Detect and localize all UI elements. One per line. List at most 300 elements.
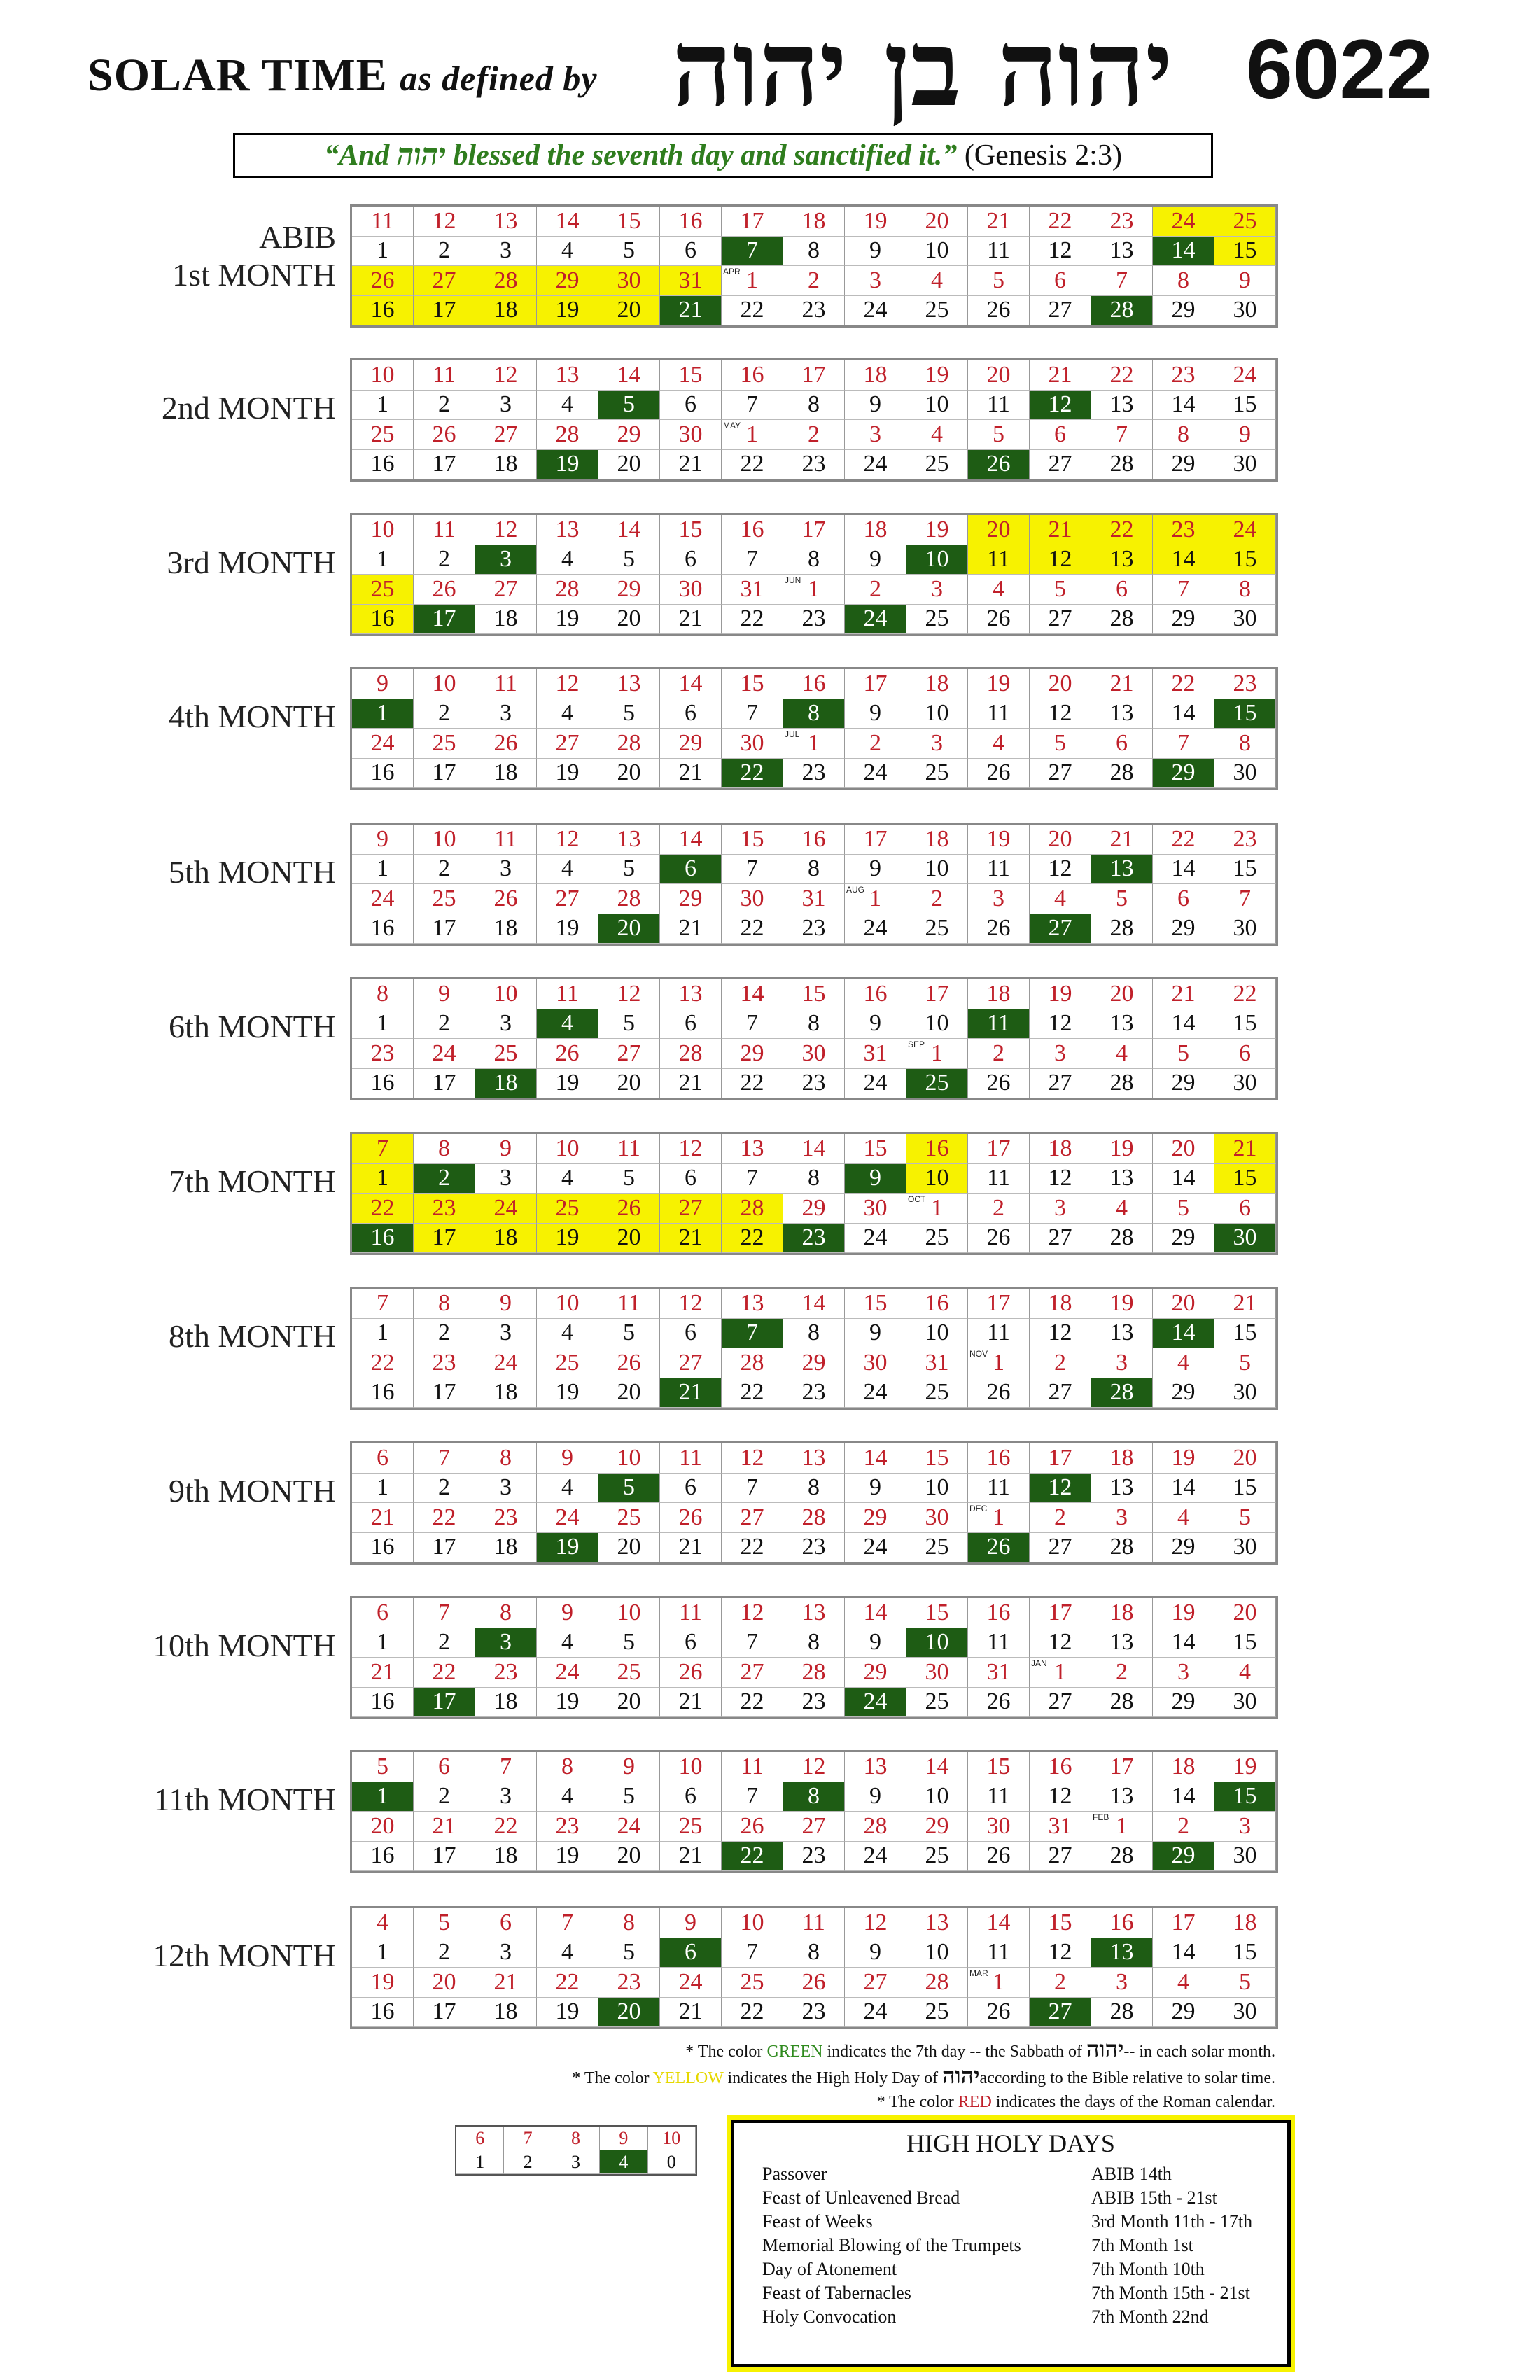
- day-number: 17: [802, 516, 826, 542]
- solar-day-cell: [1091, 1998, 1153, 2028]
- solar-day-cell: [598, 296, 660, 326]
- month-grid: [350, 1906, 1278, 2029]
- solar-day-cell: [845, 1628, 906, 1658]
- solar-day-cell: [414, 605, 475, 635]
- solar-day-cell: [1030, 391, 1091, 421]
- day-number: 1: [931, 1040, 943, 1066]
- day-number: 21: [370, 1658, 395, 1685]
- day-number: 16: [370, 1534, 395, 1560]
- solar-day-cell: [845, 1938, 906, 1968]
- roman-day-cell: [414, 1658, 475, 1688]
- solar-day-cell: [1030, 1009, 1091, 1040]
- roman-day-cell: [1091, 1812, 1153, 1842]
- day-number: 3: [869, 267, 881, 293]
- legend-cell: 10: [648, 2127, 696, 2150]
- solar-day-cell: [968, 759, 1030, 789]
- roman-day-cell: [1030, 515, 1091, 545]
- solar-day-cell: [414, 914, 475, 944]
- solar-day-cell: [1091, 391, 1153, 421]
- solar-day-cell: [1214, 391, 1276, 421]
- day-number: 7: [746, 1629, 758, 1656]
- day-number: 7: [746, 1320, 758, 1346]
- roman-day-cell: [537, 1908, 598, 1938]
- month-label-text: 4th MONTH: [169, 699, 336, 734]
- day-number: 22: [740, 915, 764, 941]
- roman-day-cell: [414, 575, 475, 605]
- day-number: 30: [1233, 1842, 1257, 1869]
- day-number: 13: [1110, 855, 1134, 882]
- day-number: 30: [1233, 451, 1257, 477]
- roman-day-cell: [414, 1968, 475, 1998]
- solar-day-cell: [1091, 1533, 1153, 1563]
- day-number: 19: [1233, 1753, 1257, 1779]
- solar-day-cell: [352, 1938, 414, 1968]
- solar-day-cell: [968, 855, 1030, 885]
- day-number: 14: [1171, 237, 1196, 264]
- day-number: 16: [370, 1842, 395, 1869]
- day-number: 28: [740, 1194, 764, 1221]
- day-number: 29: [1171, 606, 1196, 632]
- day-number: 19: [555, 1070, 580, 1096]
- roman-day-cell: [660, 266, 722, 296]
- solar-day-cell: [660, 296, 722, 326]
- roman-day-cell: [1153, 1134, 1214, 1164]
- roman-day-cell: [660, 1968, 722, 1998]
- solar-day-cell: [906, 1628, 968, 1658]
- day-number: 10: [678, 1753, 703, 1779]
- roman-day-cell: [598, 1752, 660, 1782]
- day-number: 1: [377, 391, 388, 418]
- solar-day-cell: [414, 699, 475, 729]
- day-number: 5: [1116, 885, 1128, 911]
- day-number: 27: [863, 1968, 888, 1995]
- day-number: 12: [1048, 1320, 1072, 1346]
- day-number: 17: [802, 361, 826, 388]
- solar-day-cell: [598, 1628, 660, 1658]
- day-number: 22: [1233, 980, 1257, 1007]
- day-number: 20: [986, 516, 1011, 542]
- day-number: 5: [623, 1783, 635, 1809]
- day-number: 19: [1110, 1135, 1134, 1161]
- roman-day-cell: [1214, 729, 1276, 759]
- day-number: 13: [740, 1135, 764, 1161]
- solar-day-cell: [352, 450, 414, 480]
- day-number: 1: [377, 1474, 388, 1501]
- day-number: 8: [1239, 729, 1251, 756]
- solar-day-cell: [537, 605, 598, 635]
- roman-day-cell: [722, 825, 783, 855]
- roman-day-cell: [845, 729, 906, 759]
- title-italic: as defined by: [400, 59, 598, 98]
- day-number: 8: [808, 1629, 820, 1656]
- roman-day-cell: [660, 1348, 722, 1378]
- roman-day-cell: [1091, 979, 1153, 1009]
- day-number: 25: [925, 1998, 949, 2025]
- roman-day-cell: [906, 729, 968, 759]
- day-number: 18: [925, 825, 949, 852]
- legend-cell: 3: [552, 2150, 600, 2174]
- roman-day-cell: [783, 1194, 845, 1224]
- day-number: 5: [1239, 1504, 1251, 1530]
- day-number: 5: [1054, 729, 1066, 756]
- day-number: 2: [993, 1194, 1004, 1221]
- roman-day-cell: [1091, 266, 1153, 296]
- day-number: 6: [685, 1320, 696, 1346]
- day-number: 19: [555, 1224, 580, 1251]
- day-number: 6: [500, 1909, 512, 1935]
- day-number: 22: [740, 1534, 764, 1560]
- roman-day-cell: [660, 1658, 722, 1688]
- solar-day-cell: [906, 1842, 968, 1872]
- day-number: 30: [1233, 915, 1257, 941]
- solar-day-cell: [475, 855, 537, 885]
- roman-day-cell: [475, 1443, 537, 1474]
- day-number: 26: [802, 1968, 826, 1995]
- day-number: 3: [500, 237, 512, 264]
- day-number: 22: [432, 1504, 456, 1530]
- roman-day-cell: [1030, 575, 1091, 605]
- day-number: 15: [1233, 1629, 1257, 1656]
- day-number: 28: [1110, 451, 1134, 477]
- day-number: 11: [679, 1599, 702, 1625]
- day-number: 2: [438, 237, 450, 264]
- solar-day-cell: [414, 391, 475, 421]
- day-number: 24: [863, 1688, 888, 1715]
- day-number: 13: [1110, 1474, 1134, 1501]
- solar-day-cell: [1091, 1842, 1153, 1872]
- day-number: 26: [986, 915, 1011, 941]
- solar-day-cell: [414, 1533, 475, 1563]
- day-number: 10: [925, 1010, 949, 1037]
- holy-day-name: Feast of Tabernacles: [762, 2283, 911, 2303]
- solar-day-cell: [414, 1842, 475, 1872]
- day-number: 25: [925, 606, 949, 632]
- day-number: 22: [1110, 516, 1134, 542]
- day-number: 11: [987, 391, 1010, 418]
- holy-day-name: Holy Convocation: [762, 2306, 897, 2327]
- day-number: 9: [869, 391, 881, 418]
- roman-day-cell: [722, 1194, 783, 1224]
- roman-day-cell: [1030, 1812, 1091, 1842]
- roman-day-cell: [968, 1503, 1030, 1533]
- day-number: 10: [925, 546, 949, 573]
- day-number: 2: [438, 1474, 450, 1501]
- day-number: 8: [377, 980, 388, 1007]
- solar-day-cell: [845, 237, 906, 267]
- roman-day-cell: [660, 1039, 722, 1069]
- day-number: 11: [617, 1289, 640, 1316]
- day-number: 24: [555, 1504, 580, 1530]
- solar-day-cell: [1091, 1164, 1153, 1194]
- solar-day-cell: [414, 1224, 475, 1254]
- day-number: 3: [500, 1320, 512, 1346]
- roman-day-cell: [1091, 1503, 1153, 1533]
- solar-day-cell: [783, 605, 845, 635]
- day-number: 7: [1177, 729, 1189, 756]
- solar-day-cell: [1153, 1842, 1214, 1872]
- solar-day-cell: [783, 759, 845, 789]
- day-number: 20: [370, 1812, 395, 1839]
- month-label: [98, 853, 336, 891]
- roman-day-cell: [845, 575, 906, 605]
- day-number: 9: [500, 1135, 512, 1161]
- solar-day-cell: [475, 1998, 537, 2028]
- solar-day-cell: [475, 391, 537, 421]
- day-number: 4: [561, 1939, 573, 1966]
- solar-day-cell: [475, 450, 537, 480]
- day-number: 22: [740, 297, 764, 323]
- roman-day-cell: [414, 1039, 475, 1069]
- roman-day-cell: [783, 669, 845, 699]
- day-number: 21: [986, 207, 1011, 234]
- solar-day-cell: [475, 1474, 537, 1504]
- legend-cell: 9: [600, 2127, 648, 2150]
- roman-day-cell: [414, 1134, 475, 1164]
- day-number: 15: [1233, 1783, 1257, 1809]
- day-number: 14: [863, 1599, 888, 1625]
- roman-day-cell: [352, 1812, 414, 1842]
- day-number: 16: [1048, 1753, 1072, 1779]
- solar-day-cell: [598, 450, 660, 480]
- solar-day-cell: [1091, 605, 1153, 635]
- roman-day-cell: [1214, 825, 1276, 855]
- roman-day-cell: [722, 360, 783, 391]
- solar-day-cell: [537, 545, 598, 575]
- holy-day-date: ABIB 15th - 21st: [1091, 2188, 1217, 2208]
- day-number: 23: [802, 1379, 826, 1406]
- day-number: 28: [617, 885, 641, 911]
- solar-day-cell: [722, 1224, 783, 1254]
- day-number: 12: [1048, 1474, 1072, 1501]
- solar-day-cell: [598, 914, 660, 944]
- day-number: 13: [1110, 1010, 1134, 1037]
- roman-month-marker: OCT: [908, 1194, 926, 1204]
- roman-day-cell: [783, 575, 845, 605]
- day-number: 14: [1171, 1320, 1196, 1346]
- day-number: 15: [617, 207, 641, 234]
- day-number: 15: [802, 980, 826, 1007]
- day-number: 11: [617, 1135, 640, 1161]
- solar-day-cell: [1091, 914, 1153, 944]
- roman-day-cell: [414, 979, 475, 1009]
- day-number: 11: [987, 1783, 1010, 1809]
- day-number: 27: [740, 1658, 764, 1685]
- roman-day-cell: [598, 1908, 660, 1938]
- day-number: 19: [555, 1534, 580, 1560]
- day-number: 24: [863, 1379, 888, 1406]
- roman-day-cell: [906, 669, 968, 699]
- roman-day-cell: [352, 979, 414, 1009]
- day-number: 26: [678, 1658, 703, 1685]
- day-number: 29: [740, 1040, 764, 1066]
- day-number: 12: [802, 1753, 826, 1779]
- roman-day-cell: [1214, 206, 1276, 237]
- roman-day-cell: [537, 266, 598, 296]
- roman-day-cell: [660, 825, 722, 855]
- roman-day-cell: [598, 1443, 660, 1474]
- day-number: 11: [987, 546, 1010, 573]
- day-number: 17: [925, 980, 949, 1007]
- solar-day-cell: [475, 545, 537, 575]
- roman-day-cell: [783, 1658, 845, 1688]
- roman-day-cell: [1214, 1812, 1276, 1842]
- day-number: 21: [1110, 825, 1134, 852]
- day-number: 31: [802, 885, 826, 911]
- solar-day-cell: [1153, 450, 1214, 480]
- solar-day-cell: [1214, 296, 1276, 326]
- day-number: 27: [1048, 915, 1072, 941]
- solar-day-cell: [660, 1378, 722, 1408]
- roman-day-cell: [414, 729, 475, 759]
- roman-day-cell: [1030, 1968, 1091, 1998]
- day-number: 18: [493, 1379, 518, 1406]
- solar-day-cell: [537, 699, 598, 729]
- day-number: 16: [370, 606, 395, 632]
- day-number: 16: [740, 516, 764, 542]
- day-number: 16: [802, 670, 826, 696]
- roman-day-cell: [352, 360, 414, 391]
- solar-day-cell: [906, 699, 968, 729]
- day-number: 9: [869, 1939, 881, 1966]
- roman-day-cell: [1091, 1348, 1153, 1378]
- solar-day-cell: [906, 759, 968, 789]
- day-number: 13: [617, 670, 641, 696]
- day-number: 13: [555, 516, 580, 542]
- solar-day-cell: [475, 1688, 537, 1718]
- solar-day-cell: [1214, 914, 1276, 944]
- month-grid: [350, 667, 1278, 790]
- day-number: 26: [370, 267, 395, 293]
- day-number: 29: [617, 421, 641, 447]
- day-number: 14: [1171, 1939, 1196, 1966]
- day-number: 6: [377, 1599, 388, 1625]
- solar-day-cell: [783, 1533, 845, 1563]
- day-number: 30: [617, 267, 641, 293]
- roman-day-cell: [1091, 420, 1153, 450]
- day-number: 16: [370, 297, 395, 323]
- day-number: 11: [987, 1939, 1010, 1966]
- day-number: 18: [493, 1534, 518, 1560]
- day-number: 6: [377, 1444, 388, 1471]
- solar-day-cell: [414, 1069, 475, 1099]
- day-number: 8: [1177, 421, 1189, 447]
- solar-day-cell: [783, 391, 845, 421]
- solar-day-cell: [352, 237, 414, 267]
- day-number: 1: [808, 575, 820, 602]
- day-number: 18: [1171, 1753, 1196, 1779]
- holy-day-name: Feast of Weeks: [762, 2211, 873, 2232]
- day-number: 10: [370, 516, 395, 542]
- roman-day-cell: [475, 420, 537, 450]
- month-label-text: 3rd MONTH: [167, 545, 336, 580]
- roman-day-cell: [968, 1348, 1030, 1378]
- day-number: 7: [1116, 421, 1128, 447]
- day-number: 9: [869, 237, 881, 264]
- month-label: [98, 1163, 336, 1200]
- day-number: 22: [740, 1842, 764, 1869]
- day-number: 1: [377, 1783, 388, 1809]
- solar-day-cell: [352, 1842, 414, 1872]
- day-number: 22: [432, 1658, 456, 1685]
- holy-day-name: Memorial Blowing of the Trumpets: [762, 2235, 1021, 2255]
- solar-day-cell: [660, 1938, 722, 1968]
- day-number: 28: [1110, 297, 1134, 323]
- day-number: 4: [561, 855, 573, 882]
- roman-day-cell: [722, 1289, 783, 1319]
- day-number: 20: [1048, 825, 1072, 852]
- day-number: 10: [925, 1783, 949, 1809]
- day-number: 20: [1233, 1444, 1257, 1471]
- day-number: 30: [1233, 1688, 1257, 1715]
- roman-day-cell: [1153, 729, 1214, 759]
- day-number: 10: [740, 1909, 764, 1935]
- day-number: 17: [432, 1998, 456, 2025]
- day-number: 14: [986, 1909, 1011, 1935]
- solar-day-cell: [722, 855, 783, 885]
- day-number: 10: [432, 670, 456, 696]
- day-number: 25: [925, 1224, 949, 1251]
- roman-day-cell: [1214, 575, 1276, 605]
- day-number: 9: [561, 1599, 573, 1625]
- roman-day-cell: [1030, 1658, 1091, 1688]
- day-number: 9: [869, 1629, 881, 1656]
- day-number: 5: [438, 1909, 450, 1935]
- solar-day-cell: [475, 1069, 537, 1099]
- roman-day-cell: [845, 1908, 906, 1938]
- solar-day-cell: [475, 1378, 537, 1408]
- month-label-text: 8th MONTH: [169, 1318, 336, 1354]
- solar-day-cell: [783, 1009, 845, 1040]
- day-number: 28: [555, 575, 580, 602]
- roman-day-cell: [475, 515, 537, 545]
- solar-day-cell: [1214, 1628, 1276, 1658]
- roman-day-cell: [1030, 1134, 1091, 1164]
- roman-day-cell: [598, 729, 660, 759]
- day-number: 14: [678, 670, 703, 696]
- day-number: 8: [438, 1289, 450, 1316]
- roman-day-cell: [722, 1443, 783, 1474]
- day-number: 27: [1048, 1534, 1072, 1560]
- day-number: 22: [1171, 670, 1196, 696]
- day-number: 6: [685, 1939, 696, 1966]
- holy-day-row: [762, 2281, 1259, 2305]
- day-number: 17: [432, 760, 456, 786]
- roman-day-cell: [906, 825, 968, 855]
- day-number: 8: [808, 1783, 820, 1809]
- scripture-quote: [233, 133, 1213, 178]
- day-number: 14: [1171, 700, 1196, 727]
- day-number: 25: [555, 1194, 580, 1221]
- solar-day-cell: [783, 450, 845, 480]
- day-number: 7: [561, 1909, 573, 1935]
- day-number: 13: [1110, 1629, 1134, 1656]
- day-number: 25: [925, 451, 949, 477]
- day-number: 7: [1177, 575, 1189, 602]
- roman-day-cell: [598, 420, 660, 450]
- solar-day-cell: [783, 1628, 845, 1658]
- day-number: 7: [1239, 885, 1251, 911]
- day-number: 30: [1233, 1534, 1257, 1560]
- day-number: 21: [432, 1812, 456, 1839]
- day-number: 11: [494, 825, 517, 852]
- roman-day-cell: [783, 266, 845, 296]
- solar-day-cell: [845, 699, 906, 729]
- roman-day-cell: [414, 1752, 475, 1782]
- roman-day-cell: [722, 1039, 783, 1069]
- roman-day-cell: [722, 1752, 783, 1782]
- roman-day-cell: [537, 1598, 598, 1628]
- day-number: 7: [746, 1939, 758, 1966]
